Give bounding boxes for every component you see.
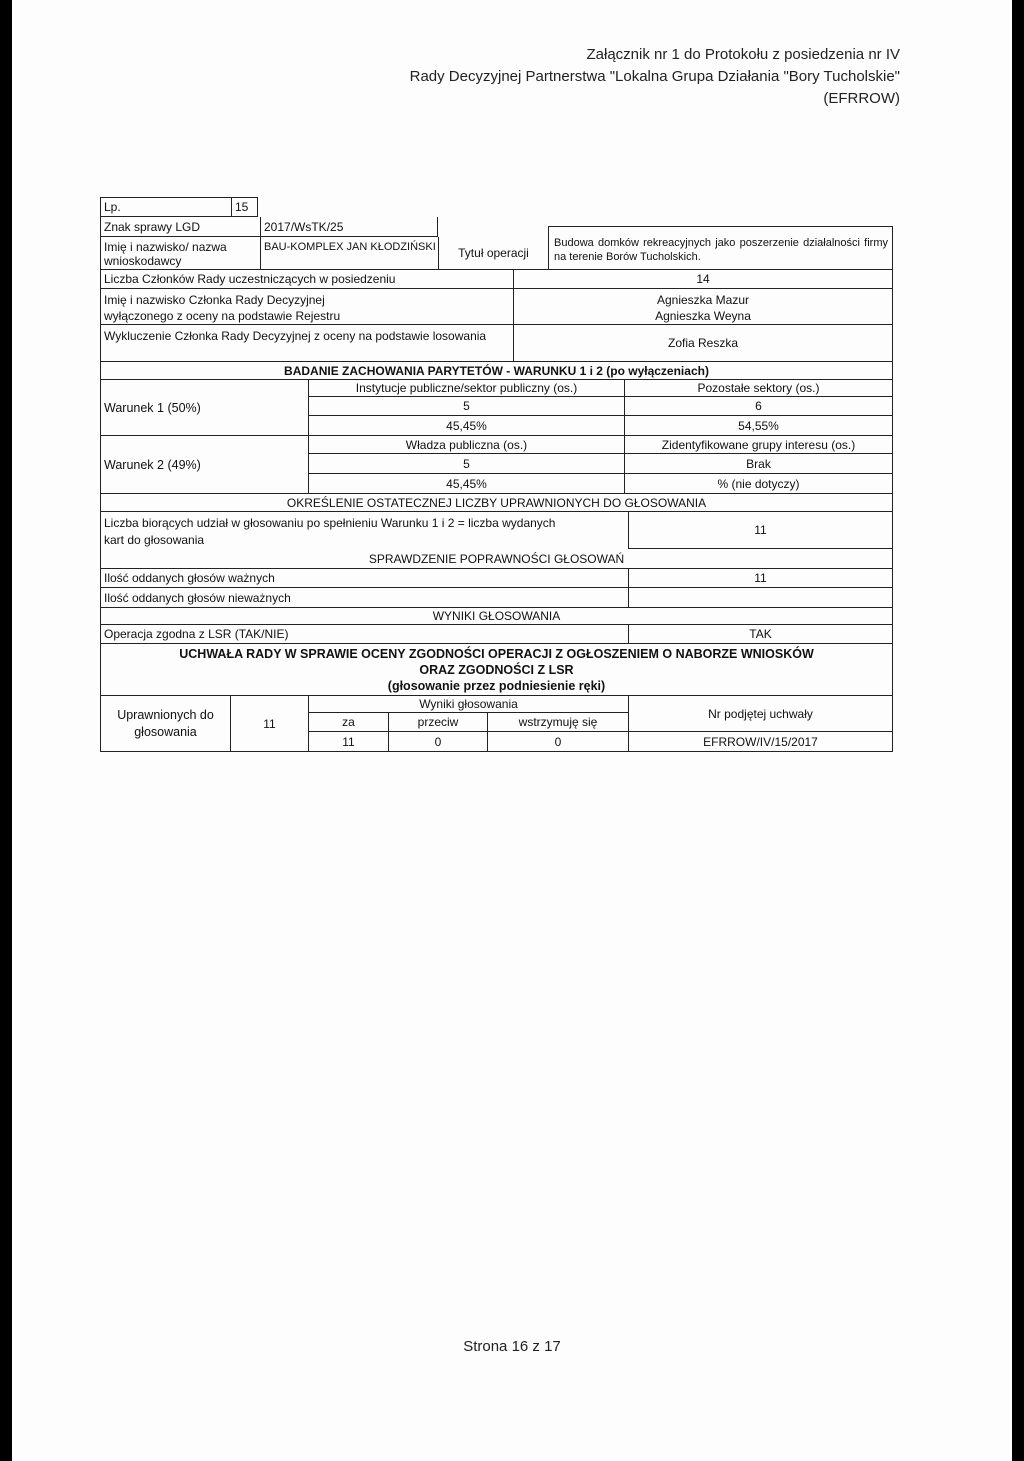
w1-col2-pct: 54,55% — [624, 416, 893, 436]
warunek-1-label: Warunek 1 (50%) — [100, 380, 308, 436]
header-line-1: Załącznik nr 1 do Protokołu z posiedzenia nr IV — [586, 46, 900, 63]
imie-label: Imię i nazwisko/ nazwa wnioskodawcy — [100, 237, 260, 270]
uchwala-line-3: (głosowanie przez podniesienie ręki) — [387, 679, 606, 693]
row-niewazne — [100, 588, 893, 608]
row-glosowanie-wyniki — [100, 696, 893, 752]
wstrzymuje-label: wstrzymuję się — [487, 713, 628, 732]
w1-col1-head: Instytucje publiczne/sektor publiczny (os.) — [308, 380, 624, 397]
znak-value: 2017/WsTK/25 — [260, 217, 438, 237]
wylaczony-1: Agnieszka Mazur — [656, 293, 750, 307]
wazne-value: 11 — [628, 569, 893, 588]
document-page — [12, 0, 1012, 1461]
uchwala-line-1: UCHWAŁA RADY W SPRAWIE OCENY ZGODNOŚCI OPERACJI Z OGŁOSZENIEM O NABORZE WNIOSKÓW — [179, 647, 814, 661]
w2-col2-head: Zidentyfikowane grupy interesu (os.) — [624, 436, 893, 454]
losowanie-label: Wykluczenie Członka Rady Decyzyjnej z oceny na podstawie losowania — [100, 325, 513, 362]
row-wylaczony — [100, 289, 893, 325]
tytul-value: Budowa domków rekreacyjnych jako poszerzenie działalności firmy na terenie Borów Tucholskich. — [548, 226, 893, 270]
warunek-2-label: Warunek 2 (49%) — [100, 436, 308, 494]
za-label: za — [308, 713, 388, 732]
zgodna-label: Operacja zgodna z LSR (TAK/NIE) — [100, 625, 628, 644]
w1-col1-pct: 45,45% — [308, 416, 624, 436]
zgodna-value: TAK — [628, 625, 893, 644]
row-wyniki-heading — [100, 608, 893, 625]
w2-col1-count: 5 — [308, 454, 624, 474]
w2-col1-head: Władza publiczna (os.) — [308, 436, 624, 454]
row-uchwala-heading — [100, 644, 893, 696]
uprawnionych-value: 11 — [230, 696, 308, 752]
wylaczony-2: Agnieszka Weyna — [655, 309, 751, 323]
w2-col1-pct: 45,45% — [308, 474, 624, 494]
liczba-bioracych-label: Liczba biorących udział w głosowaniu po spełnieniu Warunku 1 i 2 = liczba wydanych kart do głosowania — [100, 512, 628, 549]
parytety-heading: BADANIE ZACHOWANIA PARYTETÓW - WARUNKU 1 i 2 (po wyłączeniach) — [100, 362, 893, 380]
row-lp — [100, 197, 893, 217]
document-header — [410, 44, 900, 110]
przeciw-label: przeciw — [388, 713, 487, 732]
liczba-bioracych-value: 11 — [628, 512, 893, 549]
row-losowanie — [100, 325, 893, 362]
wnioskodawca-value: BAU-KOMPLEX JAN KŁODZIŃSKI — [260, 237, 438, 270]
warunek-2-block — [100, 436, 893, 494]
row-wnioskodawca — [100, 237, 893, 270]
sprawdzenie-heading: SPRAWDZENIE POPRAWNOŚCI GŁOSOWAŃ — [100, 549, 893, 569]
row-parytety-heading — [100, 362, 893, 380]
uchwala-line-2: ORAZ ZGODNOŚCI Z LSR — [419, 663, 574, 677]
warunek-1-block — [100, 380, 893, 436]
nr-uchwaly-value: EFRROW/IV/15/2017 — [628, 732, 893, 752]
wyniki-heading: WYNIKI GŁOSOWANIA — [100, 608, 893, 625]
wylaczony-values — [513, 289, 893, 325]
page-number: Strona 16 z 17 — [463, 1338, 561, 1355]
header-line-2: Rady Decyzyjnej Partnerstwa "Lokalna Grupa Działania "Bory Tucholskie" — [409, 68, 900, 85]
voting-table — [100, 197, 893, 752]
w1-col1-count: 5 — [308, 397, 624, 416]
row-okreslenie-heading — [100, 494, 893, 512]
niewazne-label: Ilość oddanych głosów nieważnych — [100, 588, 628, 608]
znak-label: Znak sprawy LGD — [100, 217, 260, 237]
liczba-czlonkow-value: 14 — [513, 270, 893, 289]
uprawnionych-label: Uprawnionych do głosowania — [100, 696, 230, 752]
lp-value: 15 — [231, 197, 258, 217]
lp-label: Lp. — [100, 197, 231, 217]
przeciw-value: 0 — [388, 732, 487, 752]
row-wazne — [100, 569, 893, 588]
losowanie-value: Zofia Reszka — [513, 325, 893, 362]
nr-uchwaly-label: Nr podjętej uchwały — [628, 696, 893, 732]
w1-col2-count: 6 — [624, 397, 893, 416]
wylaczony-label: Imię i nazwisko Członka Rady Decyzyjnej wyłączonego z oceny na podstawie Rejestru — [100, 289, 513, 325]
wstrzymuje-value: 0 — [487, 732, 628, 752]
liczba-czlonkow-label: Liczba Członków Rady uczestniczących w posiedzeniu — [100, 270, 513, 289]
tytul-label: Tytuł operacji — [438, 237, 548, 270]
niewazne-value — [628, 588, 893, 608]
w2-col2-count: Brak — [624, 454, 893, 474]
za-value: 11 — [308, 732, 388, 752]
uchwala-heading — [100, 644, 893, 696]
okreslenie-heading: OKREŚLENIE OSTATECZNEJ LICZBY UPRAWNIONYCH DO GŁOSOWANIA — [100, 494, 893, 512]
wyniki-glosowania-label: Wyniki głosowania — [308, 696, 628, 713]
wazne-label: Ilość oddanych głosów ważnych — [100, 569, 628, 588]
header-line-3: (EFRROW) — [823, 90, 900, 107]
w1-col2-head: Pozostałe sektory (os.) — [624, 380, 893, 397]
row-zgodna — [100, 625, 893, 644]
row-liczba-bioracych — [100, 512, 893, 569]
w2-col2-pct: % (nie dotyczy) — [624, 474, 893, 494]
row-liczba-czlonkow — [100, 270, 893, 289]
